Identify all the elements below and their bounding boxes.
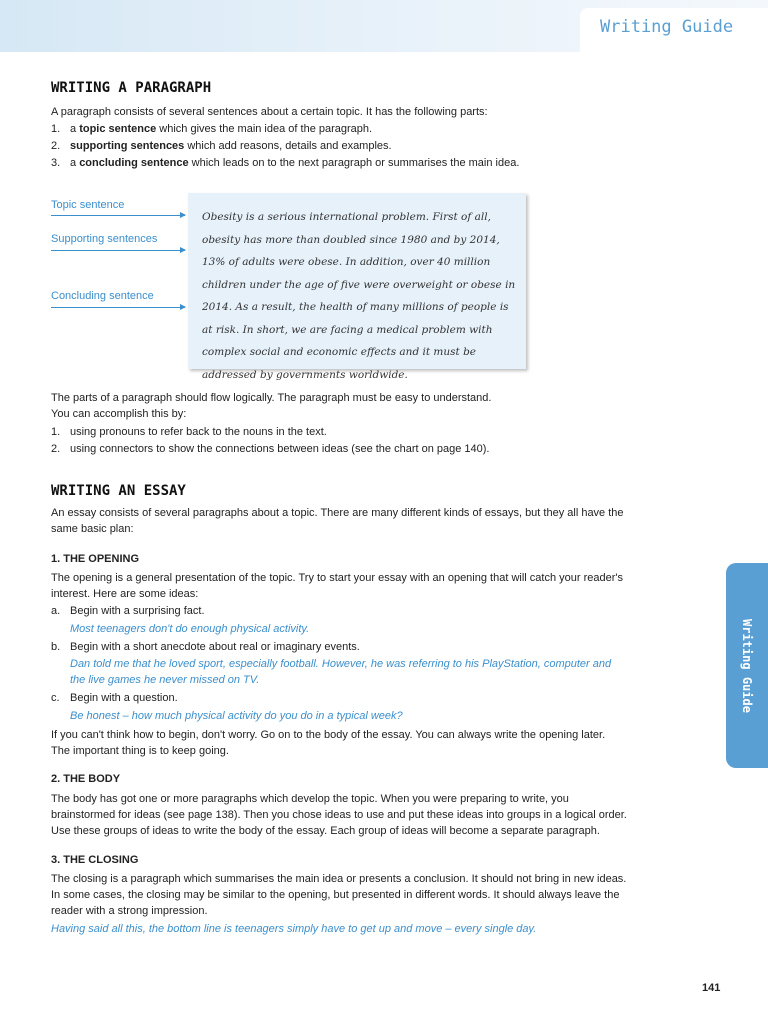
part-number: 2. bbox=[51, 140, 61, 152]
idea-example: Dan told me that he loved sport, especially football. However, he was referring to his PlayStation, computer and bbox=[70, 658, 612, 670]
body-line: Use these groups of ideas to write the body of the essay. Each group of ideas will become a separate paragraph. bbox=[51, 825, 600, 837]
flow-item: using connectors to show the connections between ideas (see the chart on page 140). bbox=[70, 443, 490, 455]
closing-line: In some cases, the closing may be similar to the opening, but presented in different words. It should always leave the bbox=[51, 889, 620, 901]
body-line: The body has got one or more paragraphs which develop the topic. When you were preparing to write, you bbox=[51, 793, 569, 805]
body-heading: 2. THE BODY bbox=[51, 773, 121, 785]
example-paragraph-text: Obesity is a serious international problem. First of all, obesity has more than doubled since 1980 and by 2014, 13% of adults were obese. In addition, over 40 million children under the age of five were overweight or obese in 2014. As a result, the health of many millions of people is at risk. In short, we are facing a medical problem with complex social and economic effects and it must be addressed by governments worldwide. bbox=[202, 211, 516, 381]
flow-item: using pronouns to refer back to the nouns in the text. bbox=[70, 426, 327, 438]
essay-intro-line: An essay consists of several paragraphs about a topic. There are many different kinds of essays, but they all have the bbox=[51, 507, 624, 519]
closing-line: reader with a strong impression. bbox=[51, 905, 208, 917]
idea-letter: b. bbox=[51, 641, 61, 653]
idea-letter: c. bbox=[51, 692, 60, 704]
opening-heading: 1. THE OPENING bbox=[51, 553, 140, 565]
header-title: Writing Guide bbox=[600, 17, 734, 37]
idea-text: Begin with a short anecdote about real or imaginary events. bbox=[70, 641, 360, 653]
part-item-topic: a topic sentence which gives the main idea of the paragraph. bbox=[70, 123, 373, 135]
idea-text: Begin with a question. bbox=[70, 692, 178, 704]
opening-closing-line: If you can't think how to begin, don't worry. Go on to the body of the essay. You can always write the opening later. bbox=[51, 729, 606, 741]
section-heading-essay: WRITING AN ESSAY bbox=[51, 483, 186, 499]
essay-intro-line: same basic plan: bbox=[51, 523, 134, 535]
idea-example: Be honest – how much physical activity do you do in a typical week? bbox=[70, 710, 403, 722]
part-number: 1. bbox=[51, 123, 61, 135]
paragraph-intro: A paragraph consists of several sentences about a certain topic. It has the following parts: bbox=[51, 106, 488, 118]
flow-item-number: 1. bbox=[51, 426, 61, 438]
part-number: 3. bbox=[51, 157, 61, 169]
diagram-label-concluding: Concluding sentence bbox=[51, 290, 154, 302]
flow-text-line: The parts of a paragraph should flow logically. The paragraph must be easy to understand. bbox=[51, 392, 492, 404]
flow-item-number: 2. bbox=[51, 443, 61, 455]
opening-line: The opening is a general presentation of the topic. Try to start your essay with an opening that will catch your reader's bbox=[51, 572, 623, 584]
diagram-label-topic: Topic sentence bbox=[51, 199, 125, 211]
section-heading-paragraph: WRITING A PARAGRAPH bbox=[51, 80, 212, 96]
arrow-supporting bbox=[51, 250, 185, 251]
side-tab bbox=[726, 563, 768, 768]
example-paragraph-box bbox=[188, 193, 526, 381]
opening-closing-line: The important thing is to keep going. bbox=[51, 745, 229, 757]
page-number: 141 bbox=[702, 982, 721, 994]
part-item-concluding: a concluding sentence which leads on to the next paragraph or summarises the main idea. bbox=[70, 157, 520, 169]
idea-text: Begin with a surprising fact. bbox=[70, 605, 205, 617]
closing-heading: 3. THE CLOSING bbox=[51, 854, 139, 866]
opening-line: interest. Here are some ideas: bbox=[51, 588, 199, 600]
idea-letter: a. bbox=[51, 605, 61, 617]
side-tab-label: Writing Guide bbox=[740, 618, 754, 713]
flow-text-line: You can accomplish this by: bbox=[51, 408, 187, 420]
arrow-topic bbox=[51, 215, 185, 216]
idea-example: the live games he never missed on TV. bbox=[70, 674, 260, 686]
closing-example: Having said all this, the bottom line is teenagers simply have to get up and move – every single day. bbox=[51, 923, 537, 935]
arrow-concluding bbox=[51, 307, 185, 308]
closing-line: The closing is a paragraph which summarises the main idea or presents a conclusion. It should not bring in new ideas. bbox=[51, 873, 627, 885]
diagram-label-supporting: Supporting sentences bbox=[51, 233, 158, 245]
part-item-supporting: supporting sentences which add reasons, details and examples. bbox=[70, 140, 392, 152]
body-line: brainstormed for ideas (see page 138). Then you chose ideas to use and put these ideas into groups in a logical order. bbox=[51, 809, 627, 821]
idea-example: Most teenagers don't do enough physical activity. bbox=[70, 623, 310, 635]
